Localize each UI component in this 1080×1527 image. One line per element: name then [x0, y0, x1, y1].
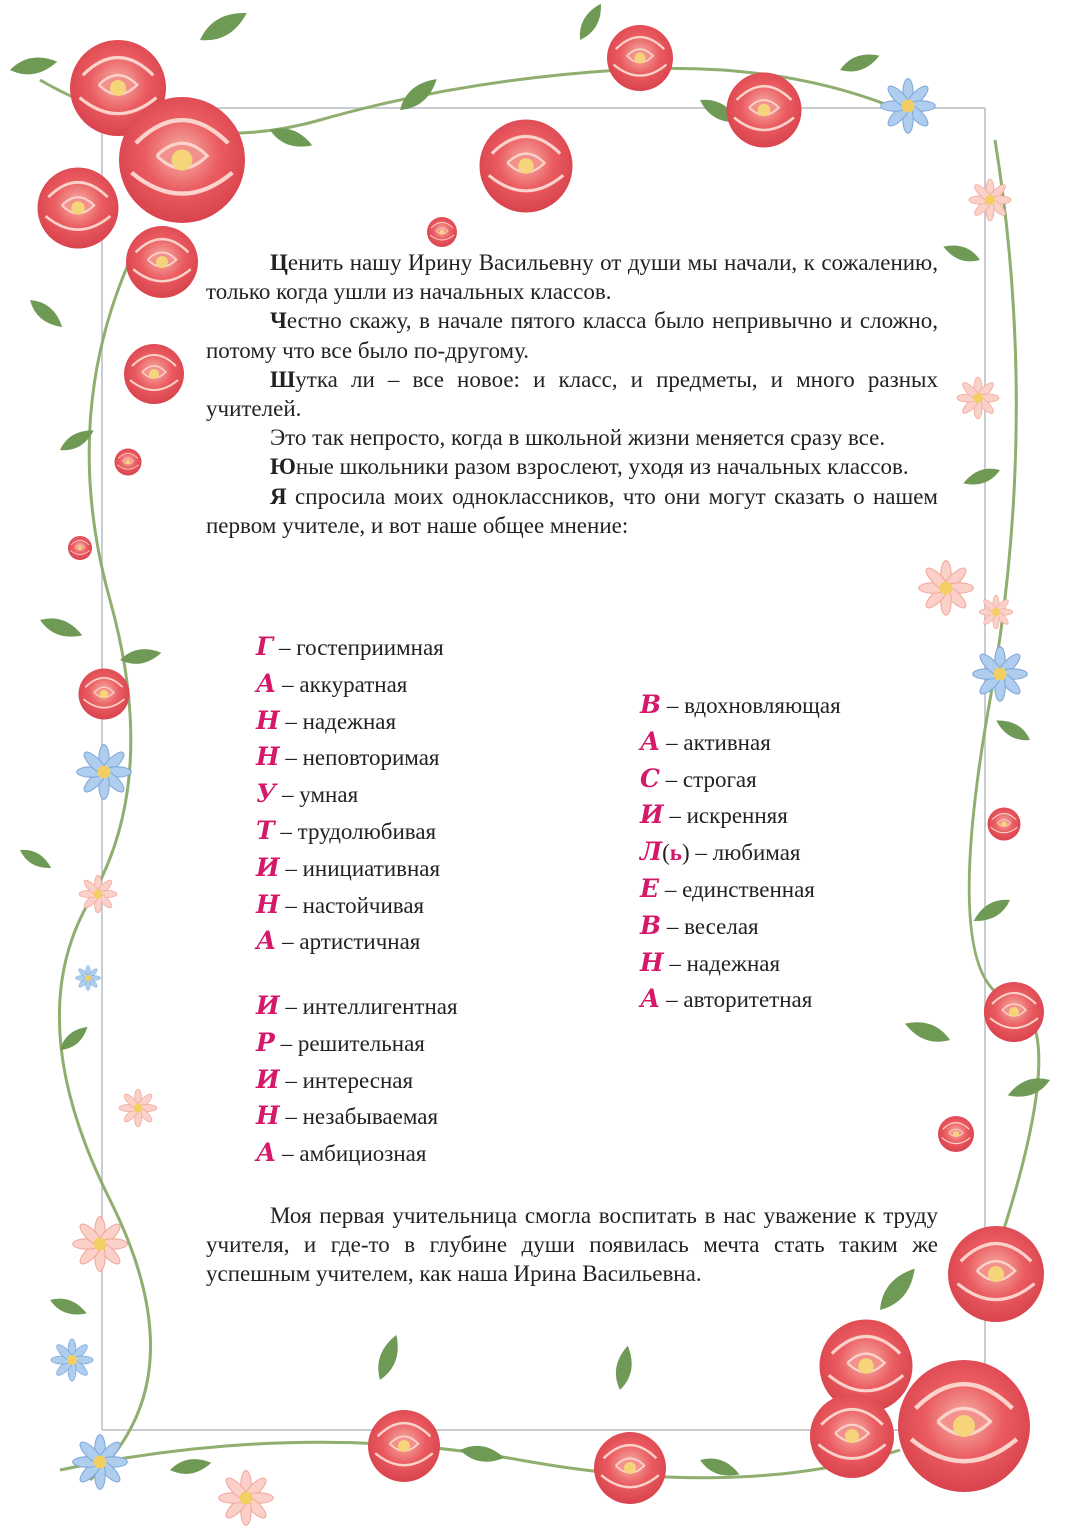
paragraph-4: Это так непросто, когда в школьной жизни меняется сразу все.	[270, 425, 886, 451]
paragraph-5: Юные школьники разом взрослеют, уходя из начальных классов.	[270, 454, 909, 480]
acrostic-line: И – интересная	[256, 1064, 414, 1094]
intro-text	[206, 248, 938, 540]
acrostic-right	[640, 687, 841, 1018]
paragraph-1: Ценить нашу Ирину Васильевну от души мы начали, к сожалению, только когда ушли из начальных классов.	[206, 250, 938, 305]
closing-paragraph: Моя первая учительница смогла воспитать в нас уважение к труду учителя, и где-то в глубине души появилась мечта стать таким же успешным учителем, как наша Ирина Васильевна.	[206, 1203, 938, 1287]
acrostic-line: А – амбициозная	[256, 1138, 427, 1168]
acrostic-line: Н – надежная	[640, 947, 781, 977]
acrostic-line: И – инициативная	[256, 852, 441, 882]
paragraph-3: Шутка ли – все новое: и класс, и предметы, и много разных учителей.	[206, 366, 938, 422]
acrostic-line: А – активная	[640, 726, 771, 756]
paragraph-6: Я спросила моих одноклассников, что они могут сказать о нашем первом учителе, и вот наше общее мнение:	[206, 483, 938, 538]
paragraph-2: Честно скажу, в начале пятого класса было непривычно и сложно, потому что все было по-другому.	[206, 308, 938, 363]
acrostic-line: С – строгая	[640, 763, 757, 793]
acrostic-line: И – интеллигентная	[256, 991, 458, 1020]
acrostic-line: А – артистичная	[256, 926, 421, 956]
acrostic-line: А – аккуратная	[256, 668, 408, 698]
acrostic-line: Н – незабываемая	[256, 1101, 439, 1131]
acrostic-line: И – искренняя	[640, 800, 788, 830]
acrostic-line: Е – единственная	[640, 873, 815, 903]
acrostic-line: Н – настойчивая	[256, 889, 425, 919]
acrostic-line: В – веселая	[640, 910, 759, 940]
acrostic-line: Т – трудолюбивая	[256, 815, 437, 845]
acrostic-line: Г – гостеприимная	[256, 632, 444, 661]
acrostic-left-group-2	[256, 988, 458, 1172]
acrostic-line: Л(ь) – любимая	[640, 837, 801, 867]
acrostic-line: В – вдохновляющая	[640, 690, 841, 719]
acrostic-line: Н – неповторимая	[256, 742, 440, 772]
acrostic-line: Р – решительная	[256, 1027, 425, 1057]
acrostic-line: У – умная	[256, 779, 359, 809]
acrostic-line: Н – надежная	[256, 705, 397, 735]
acrostic-left-group-1	[256, 629, 444, 960]
acrostic-line: А – авторитетная	[640, 984, 813, 1014]
